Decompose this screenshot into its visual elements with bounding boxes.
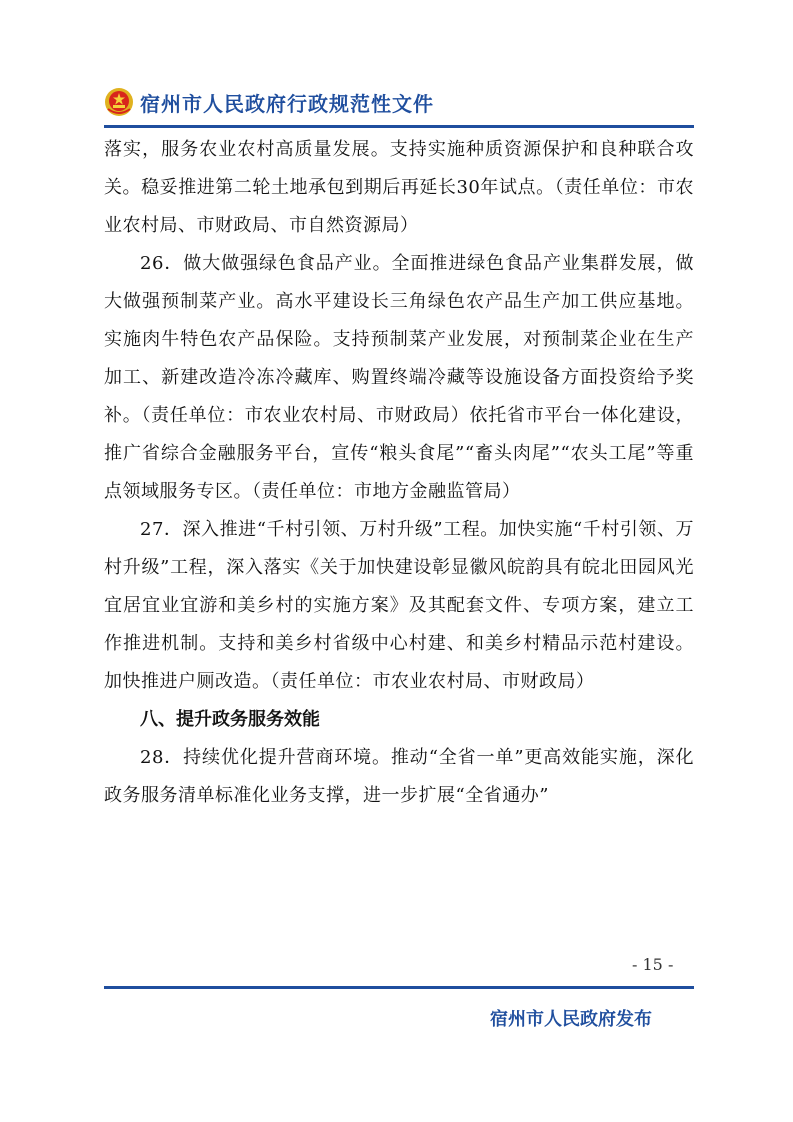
document-header (104, 84, 434, 120)
paragraph-continuation: 落实，服务农业农村高质量发展。支持实施种质资源保护和良种联合攻关。稳妥推进第二轮土地承包到期后再延长30年试点。（责任单位：市农业农村局、市财政局、市自然资源局） (104, 139, 694, 236)
header-title: 宿州市人民政府行政规范性文件 (140, 91, 434, 116)
footer-rule (104, 986, 694, 989)
paragraph-item-27: 27．深入推进“千村引领、万村升级”工程。加快实施“千村引领、万村升级”工程，深入落实《关于加快建设彰显徽风皖韵具有皖北田园风光宜居宜业宜游和美乡村的实施方案》及其配套文件、专项方案，建立工作推进机制。支持和美乡村省级中心村建、和美乡村精品示范村建设。加快推进户厕改造。（责任单位：市农业农村局、市财政局） (104, 519, 694, 692)
paragraph-item-26: 26．做大做强绿色食品产业。全面推进绿色食品产业集群发展，做大做强预制菜产业。高水平建设长三角绿色农产品生产加工供应基地。实施肉牛特色农产品保险。支持预制菜产业发展，对预制菜企业在生产加工、新建改造冷冻冷藏库、购置终端冷藏等设施设备方面投资给予奖补。（责任单位：市农业农村局、市财政局）依托省市平台一体化建设，推广省综合金融服务平台，宣传“粮头食尾”“畜头肉尾”“农头工尾”等重点领域服务专区。（责任单位：市地方金融监管局） (104, 253, 694, 502)
header-rule (104, 125, 694, 128)
section-heading-8: 八、提升政务服务效能 (140, 709, 320, 730)
paragraph-item-28: 28．持续优化提升营商环境。推动“全省一单”更高效能实施，深化政务服务清单标准化业务支撑，进一步扩展“全省通办” (104, 747, 694, 806)
document-body (104, 131, 694, 815)
footer-publisher: 宿州市人民政府发布 (490, 1009, 652, 1030)
national-emblem-icon (104, 87, 134, 117)
page-number: - 15 - (632, 955, 674, 974)
